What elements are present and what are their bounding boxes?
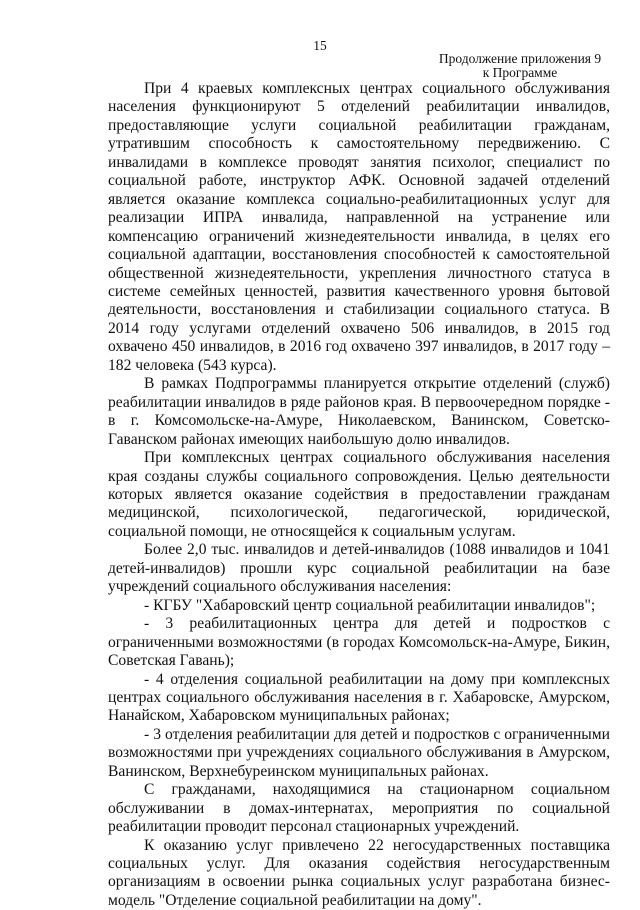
list-item: - 3 отделения реабилитации для детей и подростков с ограниченными возможностями при учреждениях социального обслуживания в Амурском, Ванинском, Верхнебуреинском муниципальных районах.: [108, 725, 610, 780]
paragraph: При 4 краевых комплексных центрах социального обслуживания населения функционируют 5 отделений реабилитации инвалидов, предоставляющие услуги социальной реабилитации гражданам, утратившим способность к самостоятельному передвижению. С инвалидами в комплексе проводят занятия психолог, специалист по социальной работе, инструктор АФК. Основной задачей отделений является оказание комплекса социально-реабилитационных услуг для реализации ИПРА инвалида, направленной на устранение или компенсацию ограничений жизнедеятельности инвалида, в целях его социальной адаптации, восстановления способностей к самостоятельной общественной жизнедеятельности, укрепления личностного статуса в системе семейных ценностей, развития качественного уровня бытовой деятельности, восстановления и стабилизации социального статуса. В 2014 году услугами отделений охвачено 506 инвалидов, в 2015 год охвачено 450 инвалидов, в 2016 год охвачено 397 инвалидов, в 2017 году – 182 человека (543 курса).: [108, 80, 610, 374]
list-item: - 4 отделения социальной реабилитации на дому при комплексных центрах социального обслуживания населения в г. Хабаровске, Амурском, Нанайском, Хабаровском муниципальных районах;: [108, 670, 610, 725]
continuation-line-2: к Программе: [482, 64, 558, 80]
list-item: - КГБУ "Хабаровский центр социальной реабилитации инвалидов";: [144, 596, 596, 614]
paragraph: В рамках Подпрограммы планируется открытие отделений (служб) реабилитации инвалидов в ряде районов края. В первоочередном порядке - в г. Комсомольске-на-Амуре, Николаевском, Ванинском, Советско-Гаванском районах имеющих наибольшую долю инвалидов.: [108, 375, 610, 448]
continuation-header: [430, 52, 610, 79]
list-item: - 3 реабилитационных центра для детей и подростков с ограниченными возможностями (в городах Комсомольск-на-Амуре, Бикин, Советская Гавань);: [108, 615, 610, 670]
paragraph: С гражданами, находящимися на стационарном социальном обслуживании в домах-интернатах, мероприятия по социальной реабилитации проводит персонал стационарных учреждений.: [108, 781, 610, 836]
page-number: 15: [313, 38, 327, 53]
paragraph: К оказанию услуг привлечено 22 негосударственных поставщика социальных услуг. Для оказания содействия негосударственным организациям в освоении рынка социальных услуг разработана бизнес-модель "Отделение социальной реабилитации на дому".: [108, 836, 610, 909]
continuation-line-1: Продолжение приложения 9: [438, 51, 602, 66]
document-body: [108, 80, 610, 910]
paragraph: Более 2,0 тыс. инвалидов и детей-инвалидов (1088 инвалидов и 1041 детей-инвалидов) прошли курс социальной реабилитации на базе учреждений социального обслуживания населения:: [108, 541, 610, 596]
paragraph: При комплексных центрах социального обслуживания населения края созданы службы социального сопровождения. Целью деятельности которых является оказание содействия в предоставлении гражданам медицинской, психологической, педагогической, юридической, социальной помощи, не относящейся к социальным услугам.: [108, 449, 610, 540]
